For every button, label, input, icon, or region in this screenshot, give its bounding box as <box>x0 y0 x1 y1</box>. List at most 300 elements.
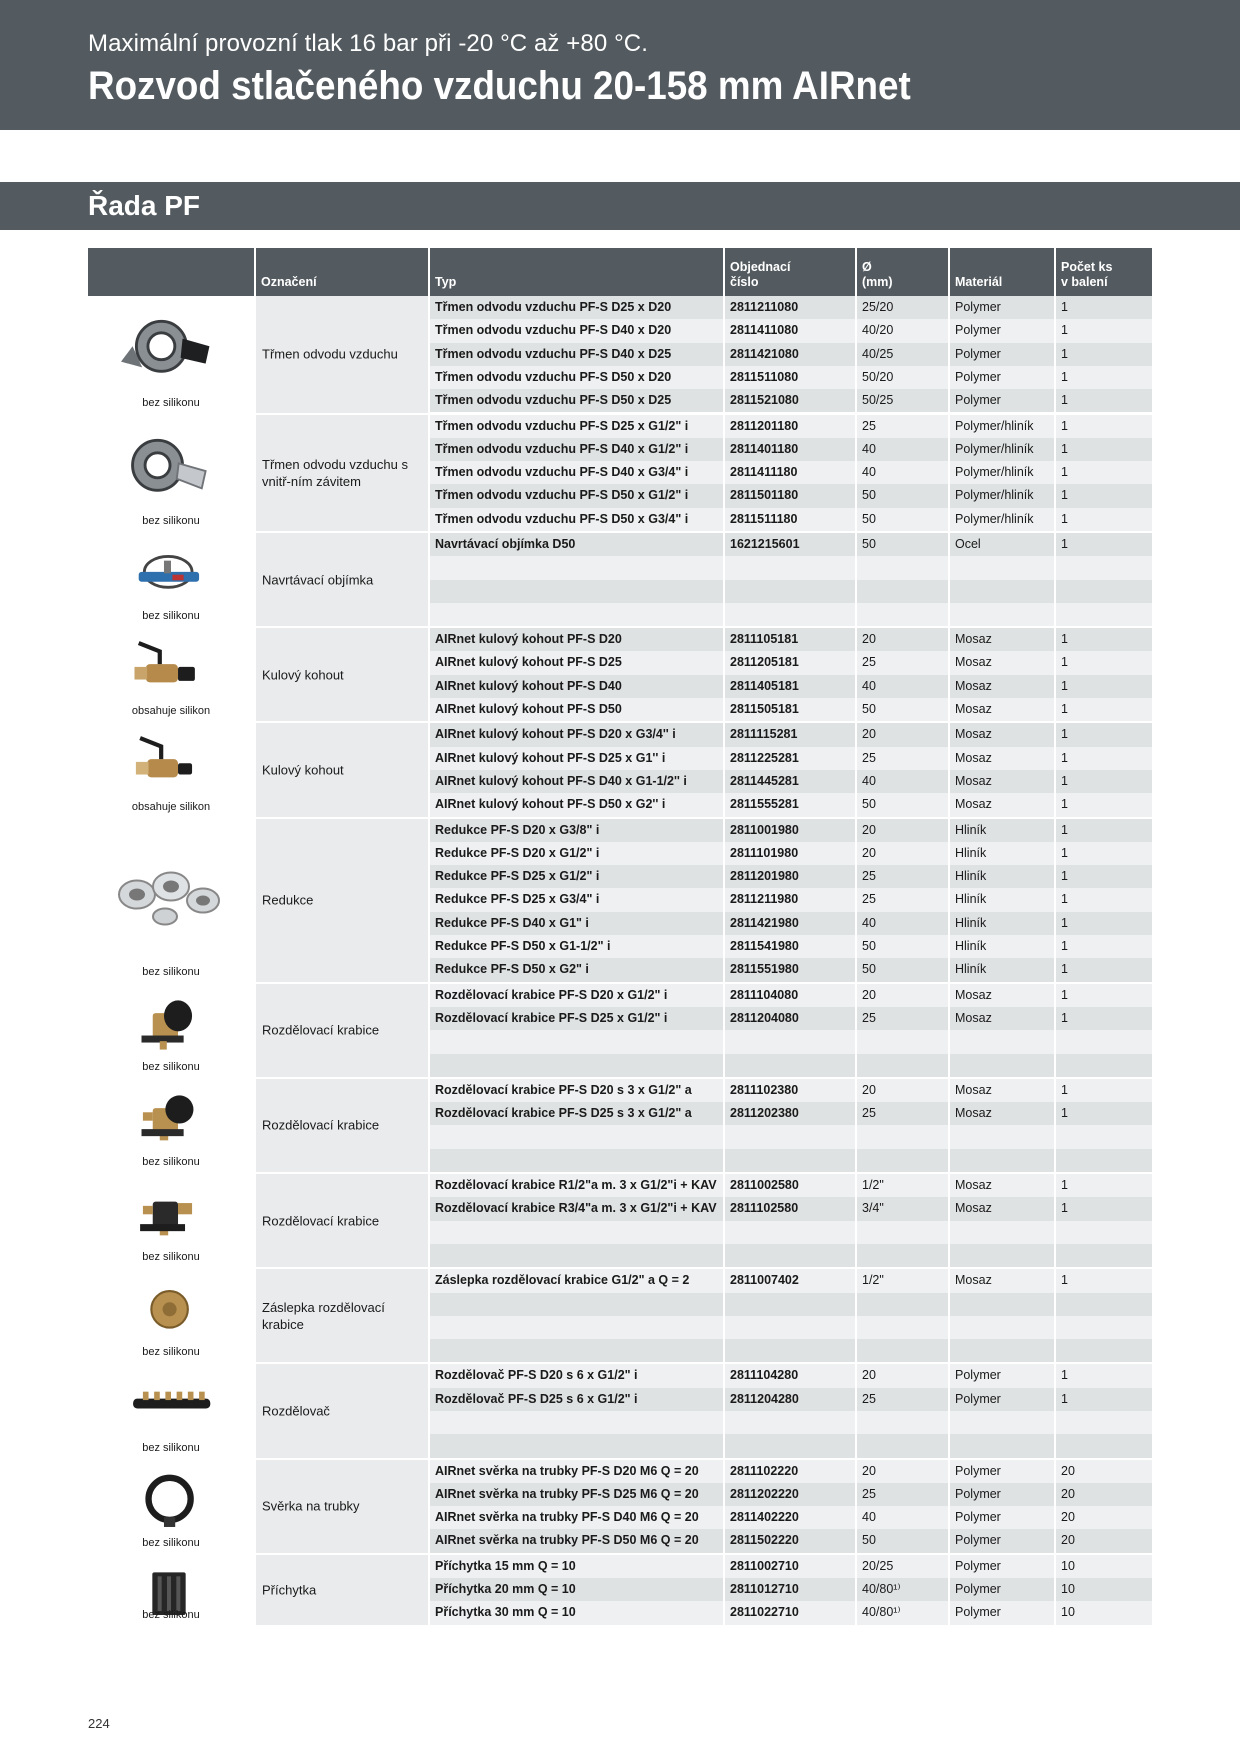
cell-diameter: 50/25 <box>855 389 948 412</box>
product-image <box>88 1555 254 1625</box>
cell-material: Polymer/hliník <box>948 461 1054 484</box>
cell-material: Polymer <box>948 1601 1054 1624</box>
table-row <box>428 508 1152 531</box>
cell-order-number: 2811104280 <box>723 1364 855 1387</box>
cell-quantity <box>1054 1244 1152 1267</box>
product-image <box>88 1079 254 1172</box>
cell-order-number: 2811521080 <box>723 389 855 412</box>
silicone-note: bez silikonu <box>142 1608 200 1621</box>
product-image <box>88 723 254 816</box>
cell-order-number: 2811201980 <box>723 865 855 888</box>
cell-type: AIRnet kulový kohout PF-S D20 x G3/4'' i <box>428 723 723 746</box>
group-label-cell <box>254 415 428 532</box>
cell-material <box>948 1149 1054 1172</box>
cell-quantity: 1 <box>1054 389 1152 412</box>
cell-order-number: 2811204280 <box>723 1388 855 1411</box>
cell-material <box>948 556 1054 579</box>
cell-diameter <box>855 556 948 579</box>
product-image <box>88 1174 254 1267</box>
table-row <box>428 698 1152 721</box>
cell-order-number: 1621215601 <box>723 533 855 556</box>
cell-type <box>428 1149 723 1172</box>
cell-diameter <box>855 1316 948 1339</box>
group-label: Kulový kohout <box>262 667 344 683</box>
cell-type <box>428 1054 723 1077</box>
table-row <box>428 1102 1152 1125</box>
cell-order-number <box>723 1434 855 1457</box>
cell-quantity <box>1054 1030 1152 1053</box>
cell-quantity <box>1054 1125 1152 1148</box>
cell-order-number <box>723 1316 855 1339</box>
cell-type: Rozdělovací krabice R1/2"a m. 3 x G1/2"i + KAV <box>428 1174 723 1197</box>
section-header <box>0 182 1240 230</box>
cell-order-number <box>723 1293 855 1316</box>
cell-order-number: 2811211980 <box>723 888 855 911</box>
cell-material: Polymer/hliník <box>948 508 1054 531</box>
cell-material <box>948 1125 1054 1148</box>
silicone-note: bez silikonu <box>142 396 200 409</box>
product-image <box>88 1364 254 1457</box>
plug-cap-icon <box>111 1277 231 1340</box>
cell-material: Hliník <box>948 888 1054 911</box>
cell-diameter: 25 <box>855 1483 948 1506</box>
cell-order-number <box>723 1339 855 1362</box>
cell-type: AIRnet svěrka na trubky PF-S D50 M6 Q = 20 <box>428 1529 723 1552</box>
table-row <box>428 1411 1152 1434</box>
cell-material: Mosaz <box>948 1102 1054 1125</box>
cell-type <box>428 1244 723 1267</box>
cell-material: Mosaz <box>948 1197 1054 1220</box>
cell-material: Polymer/hliník <box>948 415 1054 438</box>
group-label-cell <box>254 296 428 413</box>
group-label: Třmen odvodu vzduchu s vnitř-ním závitem <box>262 456 408 489</box>
cell-quantity: 1 <box>1054 747 1152 770</box>
page-header <box>0 0 1240 130</box>
header-material: Materiál <box>948 248 1054 296</box>
cell-type: Třmen odvodu vzduchu PF-S D40 x D20 <box>428 319 723 342</box>
cell-material <box>948 1339 1054 1362</box>
group-label: Příchytka <box>262 1582 317 1598</box>
table-row <box>428 1174 1152 1197</box>
page-number: 224 <box>88 1716 110 1731</box>
cell-material: Polymer <box>948 1460 1054 1483</box>
cell-material: Mosaz <box>948 747 1054 770</box>
table-row <box>428 1555 1152 1578</box>
cell-material: Mosaz <box>948 651 1054 674</box>
cell-order-number: 2811541980 <box>723 935 855 958</box>
section-title: Řada PF <box>88 190 201 221</box>
cell-material <box>948 1316 1054 1339</box>
cell-diameter: 50 <box>855 698 948 721</box>
cell-material <box>948 580 1054 603</box>
distribution-box-kav-icon <box>111 1182 231 1245</box>
cell-quantity <box>1054 1054 1152 1077</box>
group-label: Rozdělovací krabice <box>262 1117 380 1133</box>
distribution-box-3way-icon <box>111 1087 231 1150</box>
table-row <box>428 1578 1152 1601</box>
cell-order-number: 2811201180 <box>723 415 855 438</box>
cell-order-number <box>723 580 855 603</box>
cell-material <box>948 1030 1054 1053</box>
table-row <box>428 628 1152 651</box>
cell-order-number: 2811511080 <box>723 366 855 389</box>
product-image <box>88 984 254 1077</box>
table-row <box>428 888 1152 911</box>
cell-diameter: 3/4" <box>855 1197 948 1220</box>
header-diameter: Ø (mm) <box>855 248 948 296</box>
cell-diameter: 20 <box>855 984 948 1007</box>
table-row <box>428 1316 1152 1339</box>
cell-material: Mosaz <box>948 675 1054 698</box>
cell-diameter: 50 <box>855 484 948 507</box>
cell-type <box>428 1434 723 1457</box>
table-row <box>428 1244 1152 1267</box>
cell-diameter: 50 <box>855 793 948 816</box>
cell-type: Redukce PF-S D25 x G3/4" i <box>428 888 723 911</box>
cell-order-number <box>723 1411 855 1434</box>
cell-diameter: 20 <box>855 628 948 651</box>
cell-material <box>948 1244 1054 1267</box>
cell-order-number: 2811101980 <box>723 842 855 865</box>
table-row <box>428 1007 1152 1030</box>
table-row <box>428 1388 1152 1411</box>
cell-order-number: 2811405181 <box>723 675 855 698</box>
cell-type: Třmen odvodu vzduchu PF-S D50 x G3/4" i <box>428 508 723 531</box>
cell-diameter: 40 <box>855 461 948 484</box>
cell-quantity: 20 <box>1054 1529 1152 1552</box>
table-row <box>428 1054 1152 1077</box>
table-row <box>428 556 1152 579</box>
table-row <box>428 415 1152 438</box>
cell-material: Mosaz <box>948 1079 1054 1102</box>
table-row <box>428 747 1152 770</box>
table-row <box>428 865 1152 888</box>
cell-diameter: 40 <box>855 675 948 698</box>
table-row <box>428 1483 1152 1506</box>
cell-type <box>428 1411 723 1434</box>
cell-diameter: 50 <box>855 935 948 958</box>
cell-order-number: 2811205181 <box>723 651 855 674</box>
group-label: Rozdělovací krabice <box>262 1213 380 1229</box>
table-row <box>428 1269 1152 1292</box>
cell-order-number: 2811421080 <box>723 343 855 366</box>
drilling-clamp-icon <box>111 541 231 604</box>
cell-type <box>428 580 723 603</box>
saddle-clamp-icon <box>111 304 231 391</box>
cell-order-number <box>723 1125 855 1148</box>
cell-order-number: 2811211080 <box>723 296 855 319</box>
cell-type: AIRnet svěrka na trubky PF-S D20 M6 Q = 20 <box>428 1460 723 1483</box>
cell-quantity: 1 <box>1054 461 1152 484</box>
cell-quantity: 1 <box>1054 415 1152 438</box>
table-row <box>428 675 1152 698</box>
cell-quantity: 1 <box>1054 533 1152 556</box>
cell-quantity: 1 <box>1054 842 1152 865</box>
cell-order-number: 2811007402 <box>723 1269 855 1292</box>
cell-diameter: 20 <box>855 1364 948 1387</box>
cell-quantity: 1 <box>1054 698 1152 721</box>
cell-material: Polymer <box>948 319 1054 342</box>
group-label: Redukce <box>262 892 314 908</box>
table-body <box>88 296 1152 1627</box>
product-group <box>88 1174 1152 1269</box>
cell-diameter: 50 <box>855 508 948 531</box>
cell-order-number: 2811202380 <box>723 1102 855 1125</box>
group-label-cell <box>254 1460 428 1553</box>
cell-material: Mosaz <box>948 698 1054 721</box>
cell-diameter: 40 <box>855 912 948 935</box>
cell-type <box>428 556 723 579</box>
cell-material: Mosaz <box>948 984 1054 1007</box>
cell-type: Rozdělovací krabice PF-S D25 s 3 x G1/2" a <box>428 1102 723 1125</box>
cell-type: Redukce PF-S D20 x G3/8" i <box>428 819 723 842</box>
cell-diameter: 40/25 <box>855 343 948 366</box>
cell-quantity: 1 <box>1054 1079 1152 1102</box>
cell-type: Rozdělovací krabice PF-S D20 x G1/2" i <box>428 984 723 1007</box>
header-label: Označení <box>254 248 428 296</box>
cell-type: AIRnet kulový kohout PF-S D50 <box>428 698 723 721</box>
cell-material: Hliník <box>948 842 1054 865</box>
cell-quantity: 1 <box>1054 935 1152 958</box>
product-image <box>88 415 254 532</box>
cell-quantity: 1 <box>1054 819 1152 842</box>
cell-diameter: 50 <box>855 1529 948 1552</box>
cell-material: Polymer <box>948 1555 1054 1578</box>
cell-order-number: 2811402220 <box>723 1506 855 1529</box>
reducer-icon <box>111 827 231 960</box>
product-group <box>88 1364 1152 1459</box>
cell-type: Třmen odvodu vzduchu PF-S D50 x G1/2" i <box>428 484 723 507</box>
cell-diameter: 25 <box>855 888 948 911</box>
cell-quantity: 1 <box>1054 984 1152 1007</box>
cell-type: Redukce PF-S D40 x G1" i <box>428 912 723 935</box>
cell-type: Rozdělovací krabice R3/4"a m. 3 x G1/2"i + KAV <box>428 1197 723 1220</box>
silicone-note: bez silikonu <box>142 1060 200 1073</box>
cell-order-number: 2811421980 <box>723 912 855 935</box>
cell-diameter: 40 <box>855 438 948 461</box>
cell-quantity: 20 <box>1054 1506 1152 1529</box>
cell-order-number: 2811555281 <box>723 793 855 816</box>
table-row <box>428 1506 1152 1529</box>
cell-diameter: 25 <box>855 1388 948 1411</box>
table-row <box>428 533 1152 556</box>
product-image <box>88 1460 254 1553</box>
cell-quantity: 1 <box>1054 1102 1152 1125</box>
group-label-cell <box>254 628 428 721</box>
table-row <box>428 1197 1152 1220</box>
cell-type: Redukce PF-S D20 x G1/2" i <box>428 842 723 865</box>
table-row <box>428 319 1152 342</box>
product-group <box>88 1079 1152 1174</box>
cell-diameter <box>855 1293 948 1316</box>
cell-diameter: 20 <box>855 723 948 746</box>
header-order-number: Objednací číslo <box>723 248 855 296</box>
cell-quantity: 1 <box>1054 508 1152 531</box>
product-group <box>88 415 1152 534</box>
table-row <box>428 484 1152 507</box>
cell-order-number: 2811002580 <box>723 1174 855 1197</box>
cell-material <box>948 1054 1054 1077</box>
table-row <box>428 819 1152 842</box>
table-row <box>428 389 1152 412</box>
cell-material: Polymer/hliník <box>948 438 1054 461</box>
product-group <box>88 1269 1152 1364</box>
product-image <box>88 296 254 413</box>
silicone-note: bez silikonu <box>142 515 200 527</box>
cell-quantity: 1 <box>1054 296 1152 319</box>
cell-diameter <box>855 1411 948 1434</box>
silicone-note: bez silikonu <box>142 610 200 623</box>
cell-quantity: 10 <box>1054 1601 1152 1624</box>
silicone-note: obsahuje silikon <box>131 705 211 718</box>
cell-type: Příchytka 30 mm Q = 10 <box>428 1601 723 1624</box>
cell-type: Rozdělovací krabice PF-S D25 x G1/2" i <box>428 1007 723 1030</box>
cell-order-number: 2811225281 <box>723 747 855 770</box>
cell-type <box>428 1293 723 1316</box>
cell-order-number: 2811012710 <box>723 1578 855 1601</box>
silicone-note: bez silikonu <box>142 1441 200 1454</box>
cell-diameter: 20 <box>855 1460 948 1483</box>
cell-quantity: 10 <box>1054 1555 1152 1578</box>
silicone-note: bez silikonu <box>142 965 200 978</box>
group-label: Navrtávací objímka <box>262 572 374 588</box>
table-row <box>428 366 1152 389</box>
group-label-cell <box>254 1364 428 1457</box>
cell-order-number: 2811204080 <box>723 1007 855 1030</box>
table-row <box>428 1079 1152 1102</box>
product-group <box>88 984 1152 1079</box>
cell-order-number: 2811002710 <box>723 1555 855 1578</box>
cell-order-number <box>723 1221 855 1244</box>
cell-diameter <box>855 580 948 603</box>
cell-quantity <box>1054 556 1152 579</box>
cell-quantity: 1 <box>1054 343 1152 366</box>
table-row <box>428 1460 1152 1483</box>
cell-quantity: 1 <box>1054 1364 1152 1387</box>
cell-type: Příchytka 15 mm Q = 10 <box>428 1555 723 1578</box>
group-label-cell <box>254 1174 428 1267</box>
cell-material: Polymer <box>948 1483 1054 1506</box>
cell-diameter: 40/80¹⁾ <box>855 1601 948 1624</box>
cell-diameter <box>855 1434 948 1457</box>
cell-quantity <box>1054 1339 1152 1362</box>
cell-material: Hliník <box>948 958 1054 981</box>
product-group <box>88 533 1152 628</box>
cell-diameter: 25/20 <box>855 296 948 319</box>
table-row <box>428 1221 1152 1244</box>
cell-type: Záslepka rozdělovací krabice G1/2" a Q = 2 <box>428 1269 723 1292</box>
cell-type: Třmen odvodu vzduchu PF-S D40 x G1/2" i <box>428 438 723 461</box>
cell-order-number: 2811551980 <box>723 958 855 981</box>
group-label: Kulový kohout <box>262 762 344 778</box>
product-group <box>88 1555 1152 1627</box>
cell-quantity: 1 <box>1054 651 1152 674</box>
table-row <box>428 958 1152 981</box>
cell-order-number: 2811102380 <box>723 1079 855 1102</box>
cell-type: Redukce PF-S D25 x G1/2" i <box>428 865 723 888</box>
cell-diameter: 20 <box>855 842 948 865</box>
product-image <box>88 628 254 721</box>
cell-order-number: 2811115281 <box>723 723 855 746</box>
cell-quantity <box>1054 1221 1152 1244</box>
cell-material <box>948 1293 1054 1316</box>
product-group <box>88 296 1152 415</box>
cell-order-number <box>723 603 855 626</box>
cell-material: Mosaz <box>948 628 1054 651</box>
cell-material: Polymer/hliník <box>948 484 1054 507</box>
cell-order-number: 2811202220 <box>723 1483 855 1506</box>
cell-type: Třmen odvodu vzduchu PF-S D40 x D25 <box>428 343 723 366</box>
cell-quantity: 1 <box>1054 912 1152 935</box>
product-image <box>88 1269 254 1362</box>
cell-order-number: 2811022710 <box>723 1601 855 1624</box>
header-quantity: Počet ks v balení <box>1054 248 1152 296</box>
cell-material <box>948 603 1054 626</box>
cell-material <box>948 1434 1054 1457</box>
group-label-cell <box>254 533 428 626</box>
cell-material: Polymer <box>948 389 1054 412</box>
cell-order-number <box>723 1244 855 1267</box>
product-group <box>88 819 1152 984</box>
table-row <box>428 1293 1152 1316</box>
cell-quantity: 1 <box>1054 438 1152 461</box>
cell-diameter: 25 <box>855 1007 948 1030</box>
cell-diameter: 20 <box>855 819 948 842</box>
product-image <box>88 533 254 626</box>
cell-order-number: 2811411080 <box>723 319 855 342</box>
cell-material: Polymer <box>948 1364 1054 1387</box>
cell-diameter: 25 <box>855 651 948 674</box>
cell-material: Mosaz <box>948 1269 1054 1292</box>
cell-quantity: 1 <box>1054 723 1152 746</box>
cell-type: Třmen odvodu vzduchu PF-S D40 x G3/4" i <box>428 461 723 484</box>
cell-material: Polymer <box>948 1388 1054 1411</box>
cell-material: Polymer <box>948 296 1054 319</box>
product-image <box>88 819 254 982</box>
table-row <box>428 912 1152 935</box>
cell-diameter <box>855 1030 948 1053</box>
cell-quantity: 1 <box>1054 770 1152 793</box>
cell-order-number: 2811102220 <box>723 1460 855 1483</box>
group-label: Svěrka na trubky <box>262 1498 360 1514</box>
table-row <box>428 1030 1152 1053</box>
cell-material: Polymer <box>948 366 1054 389</box>
table-header <box>88 248 1152 296</box>
cell-type: Příchytka 20 mm Q = 10 <box>428 1578 723 1601</box>
cell-material: Mosaz <box>948 723 1054 746</box>
cell-type: Rozdělovač PF-S D20 s 6 x G1/2" i <box>428 1364 723 1387</box>
cell-type: Redukce PF-S D50 x G2" i <box>428 958 723 981</box>
cell-diameter <box>855 1339 948 1362</box>
cell-quantity: 1 <box>1054 1174 1152 1197</box>
cell-order-number <box>723 1030 855 1053</box>
cell-quantity <box>1054 1434 1152 1457</box>
group-label-cell <box>254 819 428 982</box>
cell-order-number: 2811411180 <box>723 461 855 484</box>
product-group <box>88 723 1152 818</box>
cell-order-number: 2811505181 <box>723 698 855 721</box>
cell-type <box>428 1125 723 1148</box>
cell-quantity: 1 <box>1054 1388 1152 1411</box>
distribution-box-icon <box>111 992 231 1055</box>
ball-valve-threaded-icon <box>111 731 231 794</box>
cell-material <box>948 1411 1054 1434</box>
cell-type <box>428 1339 723 1362</box>
table-row <box>428 651 1152 674</box>
cell-diameter: 40/80¹⁾ <box>855 1578 948 1601</box>
cell-quantity <box>1054 1411 1152 1434</box>
cell-order-number: 2811445281 <box>723 770 855 793</box>
